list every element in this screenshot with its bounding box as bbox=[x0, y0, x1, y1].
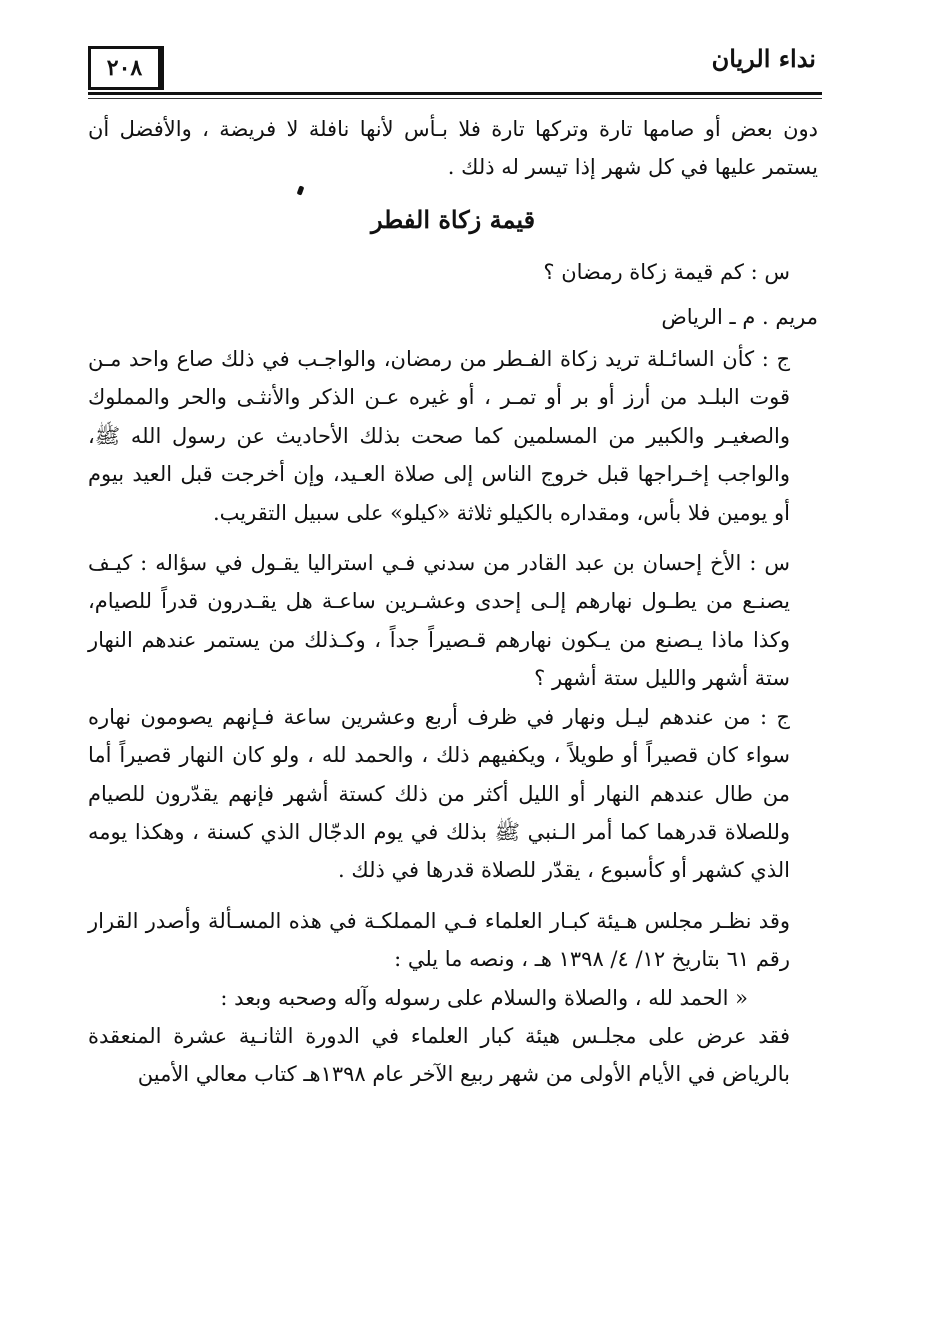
header-rule-thin bbox=[88, 98, 822, 99]
answer-1: ج : كأن السائـلة تريد زكاة الفـطر من رمضان، والواجـب في ذلك صاع واحد مـن قوت البلـد من أرز أو بر أو تمـر ، أو غيره عـن الذكر والأنثـى والحر والمملوك والصغيـر والكبير من المسلمين كما صحت بذلك الأحاديث عن رسول الله ﷺ، والواجب إخـراجها قبل خروج الناس إلى صلاة العـيد، وإن أخرجت قبل العيد بيوم أو يومين فلا بأس، ومقداره بالكيلو ثلاثة «كيلو» على سبيل التقريب. bbox=[88, 347, 790, 525]
council-paragraph: وقد نظـر مجلس هـيئة كبـار العلماء فـي المملكـة في هذه المسـألة وأصدر القرار رقم ٦١ بتاريخ ١٢/ ٤/ ١٣٩٨ هـ ، ونصه ما يلي : bbox=[88, 908, 790, 972]
section-heading: قيمة زكاة الفطر bbox=[370, 204, 536, 234]
page-body bbox=[88, 110, 818, 1094]
page-header bbox=[88, 38, 822, 96]
book-title: نداء الريان bbox=[711, 44, 816, 73]
header-rule bbox=[88, 92, 822, 95]
question-1: س : كم قيمة زكاة رمضان ؟ bbox=[543, 260, 790, 285]
question-1-author: مريم . م ـ الرياض bbox=[661, 304, 818, 329]
final-paragraph: فقد عرض على مجلـس هيئة كبار العلماء في الدورة الثانـية عشرة المنعقدة بالرياض في الأيام الأولى من شهر ربيع الآخر عام ١٣٩٨هـ كتاب معالي الأمين bbox=[88, 1023, 790, 1087]
page-number: ٢٠٨ bbox=[88, 46, 164, 90]
intro-paragraph: دون بعض أو صامها تارة وتركها تارة فلا بـأس لأنها نافلة لا فريضة ، والأفضل أن يستمر عليها في كل شهر إذا تيسر له ذلك . bbox=[88, 117, 818, 180]
quote-opening: « الحمد لله ، والصلاة والسلام على رسوله وآله وصحبه وبعد : bbox=[220, 985, 748, 1010]
question-2: س : الأخ إحسان بن عبد القادر من سدني فـي استراليا يقـول في سؤاله : كيـف يصنـع من يطـول نهارهم إلـى إحدى وعشـرين ساعـة هل يقـدرون قدراً للصيام، وكذا ماذا يـصنع من يـكون نهارهم قـصيراً جداً ، وكـذلك من يستمر عندهم النهار ستة أشهر والليل ستة أشهر ؟ bbox=[88, 551, 790, 691]
answer-2: ج : من عندهم ليـل ونهار في ظرف أربع وعشرين ساعة فـإنهم يصومون نهاره سواء كان قصيراً أو طويلاً ، ويكفيهم ذلك ، والحمد لله ، ولو كان النهار قصيراً أما من طال عندهم النهار أو الليل أكثر من ذلك كستة أشهر فإنهم يقدّرون للصيام وللصلاة قدرهما كما أمر الـنبي ﷺ بذلك في يوم الدجّال الذي كسنة ، وهكذا يومه الذي كشهر أو كأسبوع ، يقدّر للصلاة قدرها في ذلك . bbox=[88, 704, 790, 883]
